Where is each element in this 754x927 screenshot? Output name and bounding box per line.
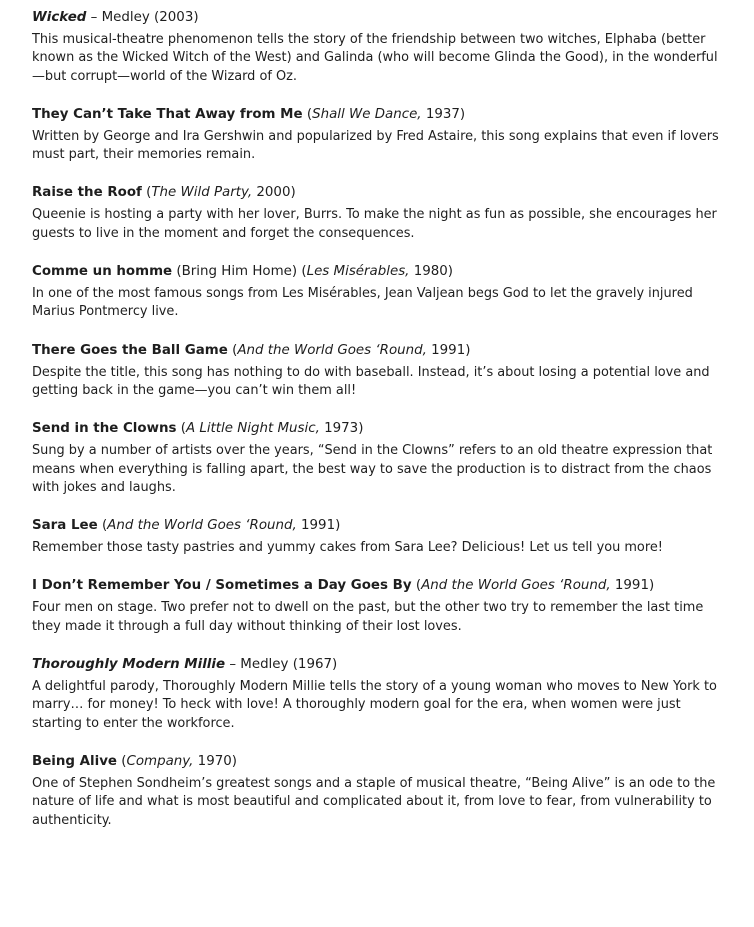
- show-name: Shall We Dance,: [312, 106, 422, 122]
- song-year: 1991): [426, 342, 471, 358]
- song-description: Despite the title, this song has nothing to do with baseball. Instead, it’s about losing a potential love and getting back in the game—you can’t win them all!: [32, 364, 710, 398]
- song-description: A delightful parody, Thoroughly Modern Millie tells the story of a young woman who moves to New York to marry… for money! To heck with love! A thoroughly modern goal for the era, when women were just starting to enter the workforce.: [32, 679, 717, 731]
- song-entry-sara-lee: [32, 517, 724, 557]
- paren-open: (: [97, 518, 108, 534]
- paren-open: (: [117, 753, 127, 769]
- paren-open: (: [302, 106, 313, 122]
- paren-open: (: [141, 185, 152, 201]
- song-title: [32, 106, 724, 124]
- show-name: A Little Night Music,: [185, 421, 320, 437]
- show-name: And the World Goes ‘Round,: [237, 342, 427, 358]
- song-subtitle: (Bring Him Home): [172, 264, 298, 280]
- song-title: [32, 342, 724, 360]
- song-year: 1991): [296, 518, 341, 534]
- song-description: Queenie is hosting a party with her lover, Burrs. To make the night as fun as possible, she encourages her guests to live in the moment and forget the consequences.: [32, 207, 717, 241]
- song-title: [32, 517, 724, 535]
- song-title: [32, 656, 724, 674]
- song-name: Wicked: [32, 10, 87, 25]
- song-entry-wicked: [32, 9, 724, 86]
- show-name: And the World Goes ‘Round,: [421, 578, 611, 594]
- paren-open: (: [411, 578, 422, 594]
- song-description: One of Stephen Sondheim’s greatest songs and a staple of musical theatre, “Being Alive” is an ode to the nature of life and what is most beautiful and complicated about it, from love to fear, from vulnerability to authenticity.: [32, 775, 716, 828]
- song-details: – Medley (2003): [86, 10, 199, 25]
- song-entry-there-goes-the-ball-game: [32, 342, 724, 401]
- song-entry-being-alive: [32, 753, 724, 830]
- song-year: 2000): [252, 185, 296, 201]
- song-entry-thoroughly-modern-millie: [32, 656, 724, 733]
- song-year: 1970): [193, 753, 237, 769]
- song-year: 1991): [610, 578, 655, 594]
- song-title: [32, 184, 724, 202]
- song-description: Written by George and Ira Gershwin and popularized by Fred Astaire, this song explains that even if lovers must part, their memories remain.: [32, 128, 719, 163]
- show-name: The Wild Party,: [151, 185, 253, 201]
- song-year: 1973): [319, 421, 364, 437]
- song-description: Four men on stage. Two prefer not to dwell on the past, but the other two try to remember the last time they made it through a full day without thinking of their lost loves.: [32, 600, 704, 634]
- song-name: Thoroughly Modern Millie: [32, 657, 226, 673]
- song-year: 1937): [421, 106, 466, 122]
- song-name: Raise the Roof: [32, 185, 142, 201]
- song-title: [32, 263, 724, 281]
- song-entry-comme-un-homme: [32, 263, 724, 322]
- song-name: I Don’t Remember You / Sometimes a Day Goes By: [32, 578, 412, 594]
- song-name: Sara Lee: [32, 518, 98, 534]
- song-name: Comme un homme: [32, 264, 173, 280]
- song-year: 1980): [409, 264, 453, 280]
- song-entry-send-in-the-clowns: [32, 420, 724, 497]
- song-details: – Medley (1967): [225, 657, 338, 673]
- paren-open: (: [176, 421, 186, 437]
- paren-open: (: [297, 264, 307, 280]
- show-name: Company,: [126, 753, 194, 769]
- song-name: They Can’t Take That Away from Me: [32, 106, 303, 122]
- song-description: Sung by a number of artists over the years, “Send in the Clowns” refers to an old theatre expression that means when everything is falling apart, the best way to save the production is to distract from the chaos with jokes and laughs.: [32, 443, 713, 495]
- song-entry-they-cant-take-that-away: [32, 106, 724, 165]
- song-name: Being Alive: [32, 753, 118, 769]
- song-title: [32, 420, 724, 438]
- song-description: Remember those tasty pastries and yummy cakes from Sara Lee? Delicious! Let us tell you more!: [32, 540, 663, 556]
- song-name: Send in the Clowns: [32, 421, 177, 437]
- paren-open: (: [227, 342, 238, 358]
- song-description: This musical-theatre phenomenon tells the story of the friendship between two witches, Elphaba (better known as the Wicked Witch of the West) and Galinda (who will become Glinda the Good), in the wonderful—but corrupt—world of the Wizard of Oz.: [32, 32, 718, 84]
- song-title: [32, 753, 724, 771]
- show-name: And the World Goes ‘Round,: [107, 518, 297, 534]
- show-name: Les Misérables,: [306, 264, 410, 280]
- song-entry-i-dont-remember-you: [32, 577, 724, 636]
- song-description: In one of the most famous songs from Les Misérables, Jean Valjean begs God to let the gravely injured Marius Pontmercy live.: [32, 286, 693, 320]
- song-title: [32, 577, 724, 595]
- song-entry-raise-the-roof: [32, 184, 724, 243]
- song-title: [32, 9, 724, 27]
- song-name: There Goes the Ball Game: [32, 342, 228, 358]
